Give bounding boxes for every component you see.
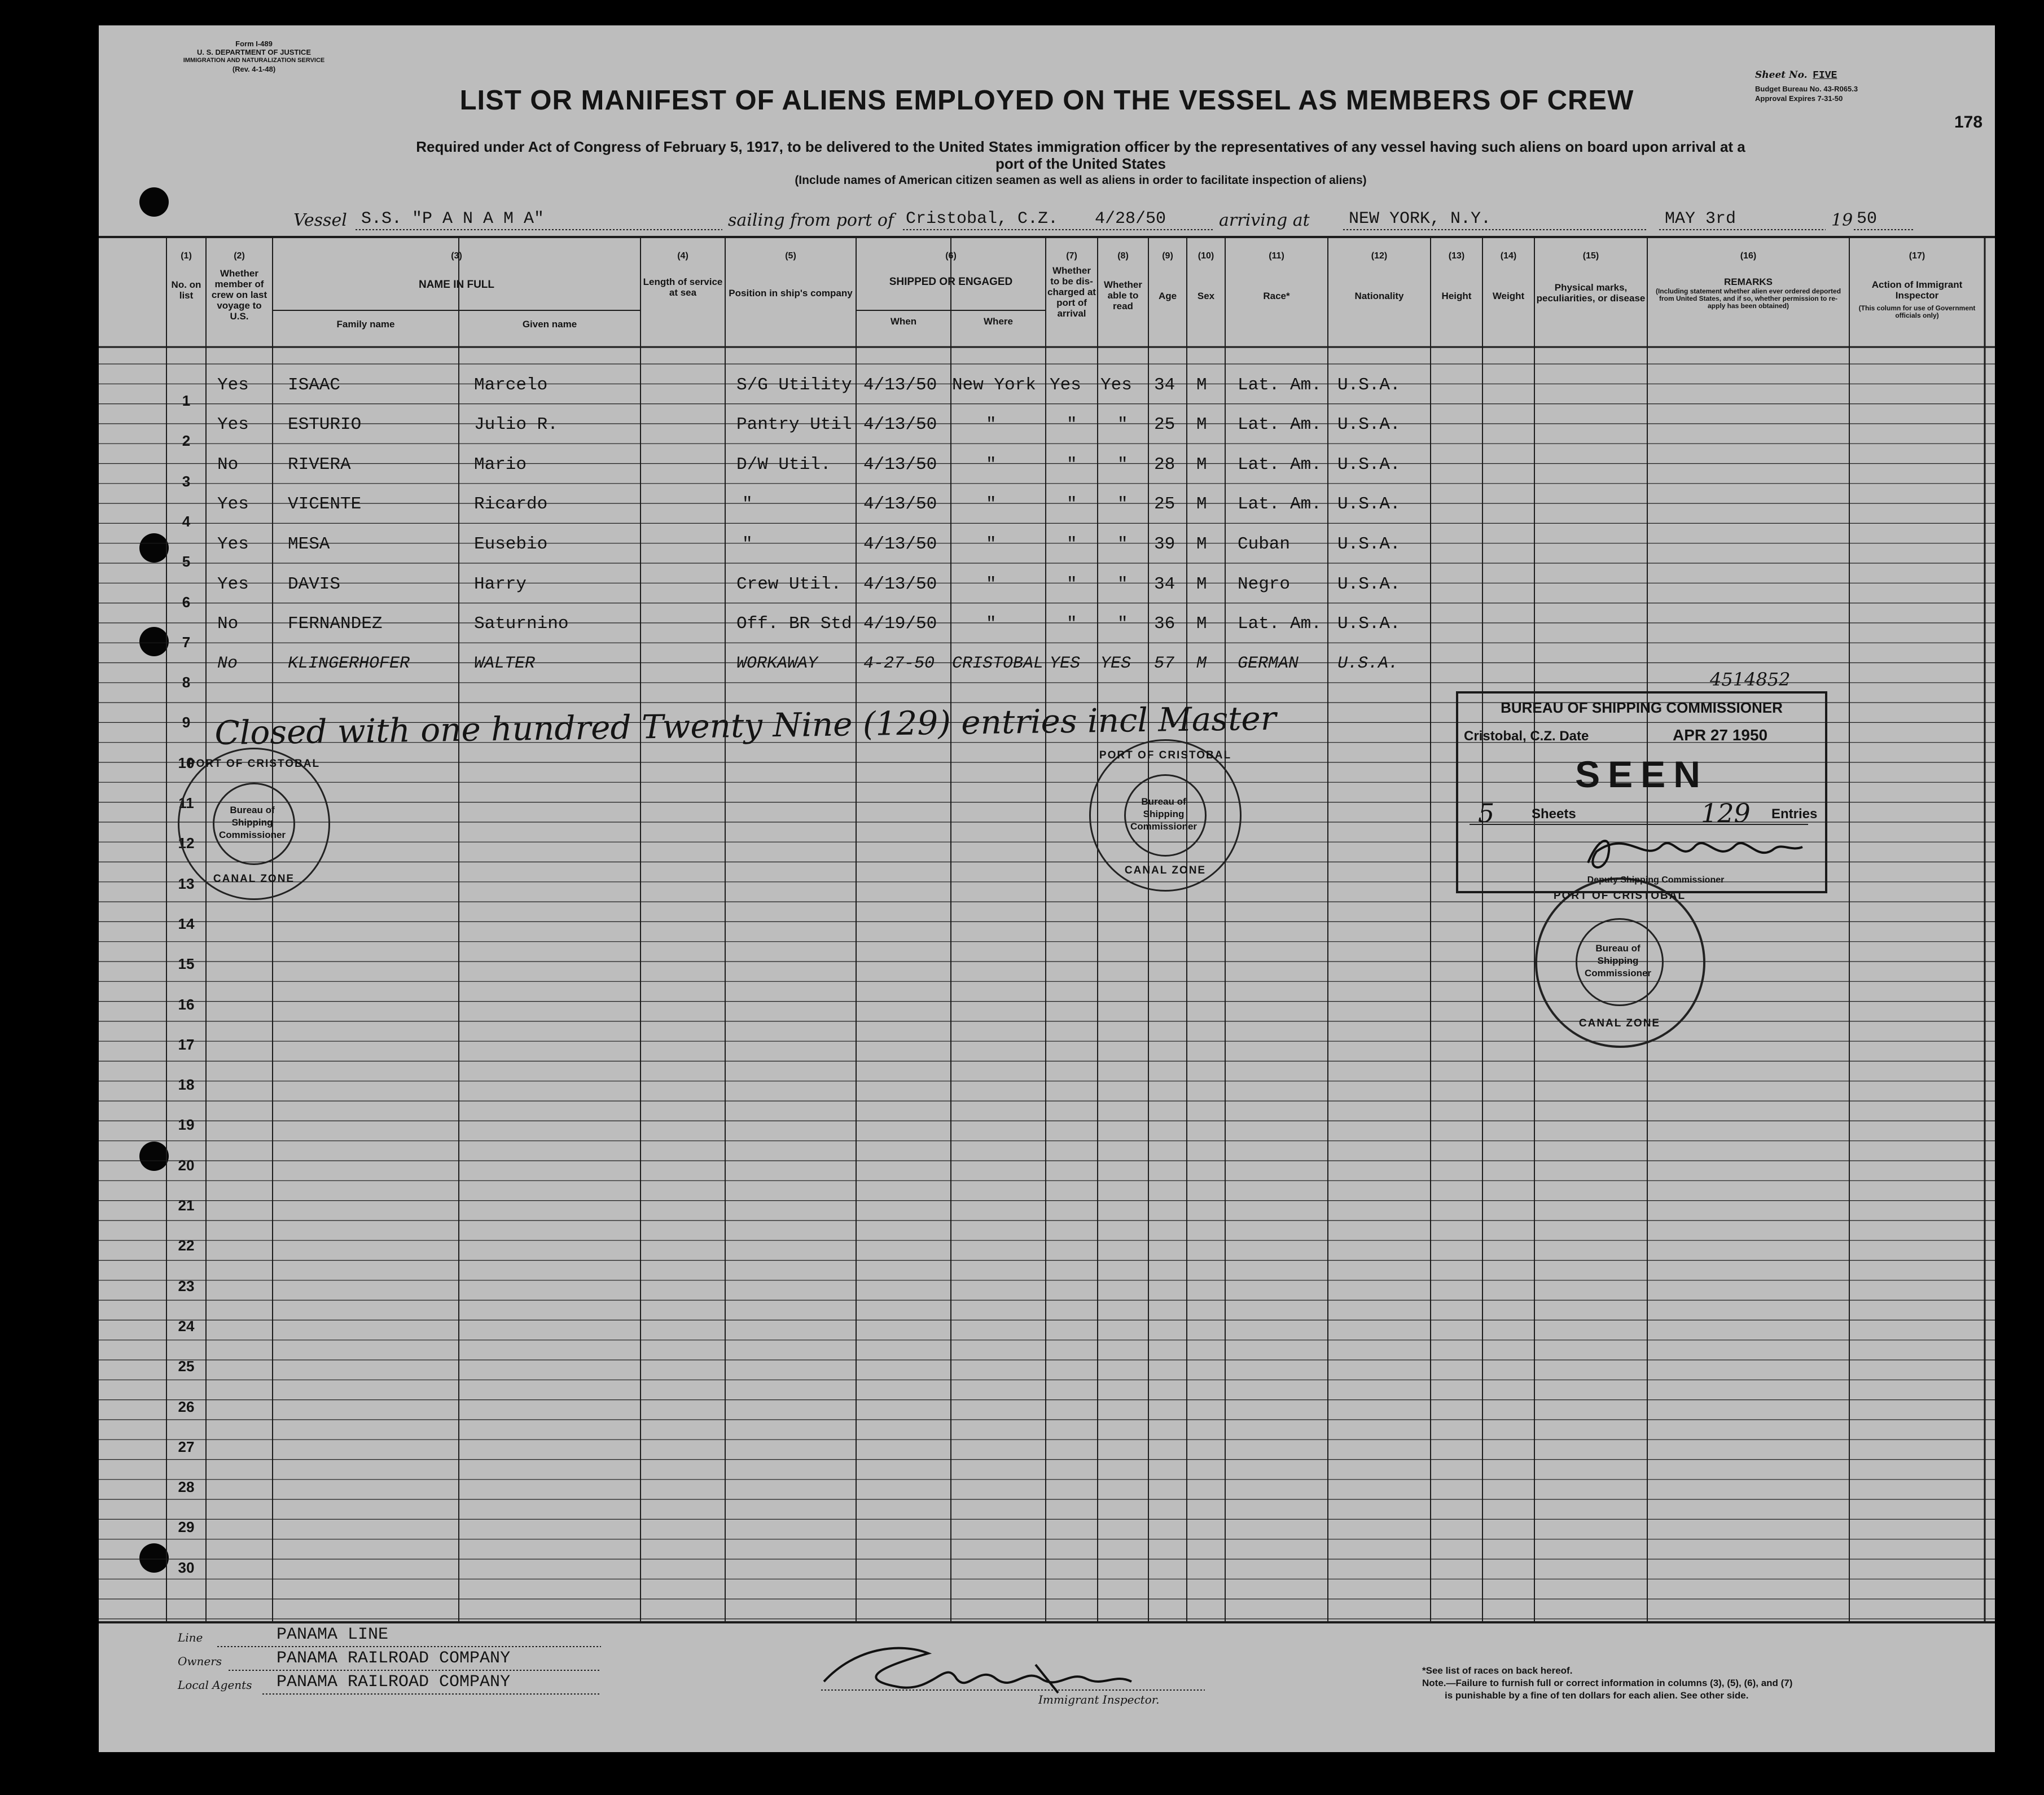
col-11-number: (11) — [1269, 251, 1284, 261]
col-header-given-name: Given name — [522, 319, 577, 330]
row-number: 26 — [178, 1398, 195, 1415]
arriving-label: arriving at — [1219, 210, 1310, 230]
cell-where: " — [986, 574, 997, 594]
seal-center-line: Bureau of — [1141, 796, 1186, 807]
cell-age: 25 — [1154, 494, 1175, 514]
col-2-number: (2) — [234, 251, 245, 261]
col-12-number: (12) — [1371, 251, 1388, 261]
seal-top-text: PORT OF CRISTOBAL — [1553, 890, 1686, 902]
cell-position: " — [742, 494, 753, 514]
cell-last-voyage: Yes — [217, 534, 249, 554]
commissioner-stamp — [1456, 691, 1827, 893]
subtitle-line-1: Required under Act of Congress of February 5, 1917, to be delivered to the United States immigration officer by the representatives of any vessel having such aliens on board upon arrival at a — [416, 138, 1745, 155]
seal-center-text — [1124, 796, 1203, 833]
page-title: LIST OR MANIFEST OF ALIENS EMPLOYED ON THE VESSEL AS MEMBERS OF CREW — [459, 85, 1634, 116]
approval-expiry: Approval Expires 7-31-50 — [1755, 94, 1843, 103]
cell-nationality: U.S.A. — [1337, 415, 1401, 435]
row-number: 2 — [182, 432, 191, 450]
row-number: 21 — [178, 1197, 195, 1214]
col-header-physical-marks: Physical marks, peculiarities, or disease — [1536, 282, 1646, 304]
cell-sex: M — [1196, 375, 1207, 395]
cell-family-name: FERNANDEZ — [288, 614, 383, 634]
cell-age: 57 — [1154, 654, 1175, 673]
row-number: 7 — [182, 633, 191, 651]
seal-center-line: Shipping — [1597, 955, 1639, 966]
cell-given-name: Ricardo — [474, 494, 548, 514]
col-header-discharged: Whether to be dis-charged at port of arrival — [1047, 265, 1096, 319]
cell-sex: M — [1196, 534, 1207, 554]
row-number: 4 — [182, 512, 191, 530]
cell-where: " — [986, 494, 997, 514]
note-penalty: Note.—Failure to furnish full or correct information in columns (3), (5), (6), and (7) — [1422, 1678, 1793, 1688]
col-9-number: (9) — [1162, 251, 1173, 261]
cell-nationality: U.S.A. — [1337, 574, 1401, 594]
subtitle-line-2: port of the United States — [995, 155, 1166, 172]
note-races: *See list of races on back hereof. — [1422, 1665, 1573, 1676]
arrival-port: NEW YORK, N.Y. — [1349, 209, 1492, 229]
year-prefix: 19 — [1831, 210, 1853, 230]
seal-center-text — [1576, 942, 1660, 980]
seal-top-text: PORT OF CRISTOBAL — [187, 758, 321, 770]
seal-center-line: Commissioner — [1584, 968, 1652, 978]
col-3-number: (3) — [451, 251, 462, 261]
sailing-label: sailing from port of — [728, 210, 894, 230]
cell-able-read: " — [1117, 455, 1128, 475]
cell-able-read: " — [1117, 534, 1128, 554]
col-header-height: Height — [1441, 291, 1472, 301]
col-header-name: NAME IN FULL — [418, 279, 495, 291]
row-number: 3 — [182, 472, 191, 490]
row-number: 19 — [178, 1116, 195, 1134]
col-header-sex: Sex — [1197, 291, 1215, 301]
footer — [99, 1625, 1995, 1752]
cell-given-name: WALTER — [474, 654, 536, 673]
col-4-number: (4) — [677, 251, 688, 261]
row-number: 15 — [178, 955, 195, 973]
row-number: 20 — [178, 1156, 195, 1174]
cell-last-voyage: No — [217, 614, 239, 634]
col-8-number: (8) — [1117, 251, 1129, 261]
cell-nationality: U.S.A. — [1337, 375, 1401, 395]
cell-race: Lat. Am. — [1238, 614, 1322, 634]
cell-last-voyage: Yes — [217, 415, 249, 435]
seal-center-line: Bureau of — [230, 805, 275, 815]
arrival-date: MAY 3rd — [1665, 209, 1736, 229]
cell-sex: M — [1196, 455, 1207, 475]
cell-able-read: " — [1117, 574, 1128, 594]
row-number: 23 — [178, 1277, 195, 1294]
cell-where: " — [986, 455, 997, 475]
cell-race: Cuban — [1238, 534, 1291, 554]
cell-when: 4-27-50 — [863, 654, 935, 673]
seal-top-text: PORT OF CRISTOBAL — [1099, 749, 1232, 761]
col-13-number: (13) — [1448, 251, 1465, 261]
row-number: 29 — [178, 1518, 195, 1536]
col-header-last-voyage: Whether member of crew on last voyage to U.S. — [211, 268, 267, 322]
note-penalty-cont: is punishable by a fine of ten dollars for each alien. See other side. — [1445, 1690, 1749, 1701]
row-number: 13 — [178, 875, 195, 892]
cell-race: Lat. Am. — [1238, 494, 1322, 514]
cell-where: " — [986, 415, 997, 435]
inspector-label: Immigrant Inspector. — [1038, 1693, 1160, 1706]
cell-position: Crew Util. — [736, 574, 842, 594]
seal-bottom-text: CANAL ZONE — [1124, 864, 1207, 876]
cell-position: " — [742, 534, 753, 554]
col-header-action: Action of Immigrant Inspector — [1871, 279, 1963, 301]
cell-age: 34 — [1154, 375, 1175, 395]
row-number: 12 — [178, 835, 195, 852]
footer-notes — [1422, 1665, 1792, 1702]
stamp-sheets-label: Sheets — [1532, 806, 1576, 822]
port-cristobal-seal — [1089, 739, 1242, 892]
col-header-remarks: REMARKS — [1724, 277, 1773, 287]
cell-position: Off. BR Std — [736, 614, 852, 634]
row-number: 17 — [178, 1035, 195, 1053]
seal-center-line: Bureau of — [1595, 943, 1641, 954]
cell-discharged: " — [1067, 415, 1077, 435]
sheet-label: Sheet No. — [1755, 69, 1808, 81]
col-header-when: When — [890, 316, 917, 327]
cell-when: 4/13/50 — [863, 375, 937, 395]
cell-race: GERMAN — [1238, 654, 1299, 673]
subtitle-line-3: (Include names of American citizen seamen as well as aliens in order to facilitate inspection of aliens) — [795, 174, 1367, 187]
col-16-number: (16) — [1740, 251, 1757, 261]
stamp-entries-value: 129 — [1701, 798, 1751, 828]
agents-label: Local Agents — [178, 1678, 252, 1692]
col-header-race: Race* — [1263, 291, 1290, 301]
vessel-name: S.S. "P A N A M A" — [361, 209, 545, 229]
cell-when: 4/19/50 — [863, 614, 937, 634]
row-number: 8 — [182, 674, 191, 691]
cell-given-name: Mario — [474, 455, 527, 475]
page-number-stamp: 178 — [1954, 113, 1983, 131]
cell-discharged: " — [1067, 614, 1077, 634]
cell-age: 36 — [1154, 614, 1175, 634]
cell-discharged: " — [1067, 455, 1077, 475]
cell-discharged: " — [1067, 494, 1077, 514]
row-number: 30 — [178, 1559, 195, 1576]
cell-given-name: Marcelo — [474, 375, 548, 395]
owners-value: PANAMA RAILROAD COMPANY — [277, 1649, 511, 1668]
cell-family-name: ISAAC — [288, 375, 341, 395]
cell-position: WORKAWAY — [736, 654, 818, 673]
cell-nationality: U.S.A. — [1337, 455, 1401, 475]
manifest-sheet — [99, 25, 1995, 1752]
col-6-number: (6) — [945, 251, 957, 261]
stamp-entries-label: Entries — [1771, 806, 1818, 822]
col-header-family-name: Family name — [336, 319, 395, 330]
col-header-able-read: Whether able to read — [1104, 279, 1142, 311]
cell-race: Lat. Am. — [1238, 455, 1322, 475]
row-number: 27 — [178, 1438, 195, 1455]
port-cristobal-seal — [178, 748, 330, 900]
cell-able-read: Yes — [1100, 375, 1132, 395]
cell-discharged: Yes — [1050, 375, 1081, 395]
cell-last-voyage: No — [217, 455, 239, 475]
department: U. S. DEPARTMENT OF JUSTICE — [197, 48, 311, 56]
col-10-number: (10) — [1198, 251, 1214, 261]
seal-center-text — [213, 804, 292, 841]
cell-able-read: " — [1117, 494, 1128, 514]
closing-note: Closed with one hundred Twenty Nine (129) entries incl Master — [214, 699, 1277, 752]
col-1-number: (1) — [181, 251, 192, 261]
cell-age: 34 — [1154, 574, 1175, 594]
cell-last-voyage: Yes — [217, 494, 249, 514]
col-header-shipped: SHIPPED OR ENGAGED — [889, 276, 1013, 288]
col-17-number: (17) — [1909, 251, 1925, 261]
row-number: 25 — [178, 1358, 195, 1375]
cell-age: 28 — [1154, 455, 1175, 475]
year-suffix: 50 — [1857, 209, 1878, 229]
stamp-sheets-value: 5 — [1478, 798, 1495, 828]
seal-bottom-text: CANAL ZONE — [1578, 1017, 1661, 1029]
cell-when: 4/13/50 — [863, 534, 937, 554]
cell-when: 4/13/50 — [863, 415, 937, 435]
col-7-number: (7) — [1066, 251, 1077, 261]
row-number: 10 — [178, 754, 195, 771]
col-header-position: Position in ship's company — [729, 288, 853, 299]
departure-port: Cristobal, C.Z. — [906, 209, 1059, 229]
cell-nationality: U.S.A. — [1337, 614, 1401, 634]
seal-bottom-text: CANAL ZONE — [213, 873, 295, 885]
stamp-seen: SEEN — [1575, 753, 1708, 795]
row-number: 22 — [178, 1237, 195, 1254]
col-5-number: (5) — [785, 251, 796, 261]
col-header-action-note: (This column for use of Government officials only) — [1858, 304, 1976, 319]
cell-sex: M — [1196, 614, 1207, 634]
port-cristobal-seal — [1535, 877, 1704, 1047]
row-number: 28 — [178, 1478, 195, 1496]
cell-nationality: U.S.A. — [1337, 494, 1401, 514]
col-15-number: (15) — [1582, 251, 1599, 261]
row-number: 16 — [178, 995, 195, 1013]
cell-last-voyage: No — [217, 654, 238, 673]
col-header-length-service: Length of service at sea — [643, 277, 723, 298]
revision: (Rev. 4-1-48) — [232, 65, 276, 73]
cell-sex: M — [1196, 574, 1207, 594]
cell-family-name: ESTURIO — [288, 415, 362, 435]
stamp-fill-lines — [1458, 694, 1825, 891]
line-value: PANAMA LINE — [277, 1625, 389, 1644]
row-number: 18 — [178, 1076, 195, 1094]
cell-race: Lat. Am. — [1238, 375, 1322, 395]
cell-age: 39 — [1154, 534, 1175, 554]
owners-label: Owners — [178, 1654, 222, 1668]
form-number: Form I-489 — [235, 40, 273, 48]
row-number: 24 — [178, 1317, 195, 1335]
row-number: 1 — [182, 392, 191, 409]
line-label: Line — [178, 1631, 203, 1644]
cell-given-name: Saturnino — [474, 614, 569, 634]
row-number: 11 — [178, 795, 194, 811]
cell-family-name: VICENTE — [288, 494, 362, 514]
cell-race: Negro — [1238, 574, 1291, 594]
cell-family-name: DAVIS — [288, 574, 341, 594]
cell-position: D/W Util. — [736, 455, 831, 475]
col-header-nationality: Nationality — [1354, 291, 1404, 301]
cell-where: " — [986, 534, 997, 554]
row-number: 14 — [178, 915, 195, 932]
departure-date: 4/28/50 — [1095, 209, 1166, 229]
cell-able-read: " — [1117, 614, 1128, 634]
cell-when: 4/13/50 — [863, 574, 937, 594]
col-header-remarks-note: (Including statement whether alien ever ordered deported from United States, and if so, whether permission to re-apply has been obtained) — [1655, 287, 1841, 310]
cell-discharged: " — [1067, 534, 1077, 554]
cell-nationality: U.S.A. — [1337, 534, 1401, 554]
cell-able-read: YES — [1100, 654, 1131, 673]
cell-position: S/G Utility — [736, 375, 852, 395]
row-number: 5 — [182, 553, 191, 570]
cell-given-name: Julio R. — [474, 415, 558, 435]
seal-center-line: Shipping — [231, 817, 273, 828]
col-header-age: Age — [1158, 291, 1177, 301]
budget-bureau: Budget Bureau No. 43-R065.3 — [1755, 85, 1858, 93]
cell-discharged: YES — [1050, 654, 1081, 673]
row-number: 6 — [182, 593, 191, 611]
seal-center-line: Commissioner — [1130, 821, 1198, 832]
reference-number: 4514852 — [1710, 669, 1791, 690]
vessel-label: Vessel — [293, 210, 347, 230]
cell-family-name: RIVERA — [288, 455, 351, 475]
agents-value: PANAMA RAILROAD COMPANY — [277, 1673, 511, 1692]
cell-age: 25 — [1154, 415, 1175, 435]
seal-center-line: Shipping — [1143, 809, 1185, 819]
cell-position: Pantry Util — [736, 415, 852, 435]
col-header-no: No. on list — [171, 279, 201, 301]
cell-able-read: " — [1117, 415, 1128, 435]
cell-where: " — [986, 614, 997, 634]
stamp-location: Cristobal, C.Z. Date — [1464, 728, 1589, 744]
stamp-date: APR 27 1950 — [1673, 726, 1768, 744]
col-header-weight: Weight — [1492, 291, 1525, 301]
cell-family-name: KLINGERHOFER — [288, 654, 410, 673]
cell-given-name: Eusebio — [474, 534, 548, 554]
cell-sex: M — [1196, 494, 1207, 514]
cell-where: New York — [952, 375, 1036, 395]
col-header-where: Where — [984, 316, 1013, 327]
service: IMMIGRATION AND NATURALIZATION SERVICE — [183, 57, 325, 64]
cell-discharged: " — [1067, 574, 1077, 594]
cell-sex: M — [1196, 415, 1207, 435]
stamp-title: BUREAU OF SHIPPING COMMISSIONER — [1501, 699, 1783, 716]
cell-family-name: MESA — [288, 534, 330, 554]
cell-nationality: U.S.A. — [1337, 654, 1399, 673]
cell-given-name: Harry — [474, 574, 527, 594]
cell-race: Lat. Am. — [1238, 415, 1322, 435]
cell-last-voyage: Yes — [217, 574, 249, 594]
row-number: 9 — [182, 714, 191, 731]
cell-when: 4/13/50 — [863, 494, 937, 514]
seal-center-line: Commissioner — [218, 830, 286, 840]
cell-when: 4/13/50 — [863, 455, 937, 475]
sheet-number: FIVE — [1813, 70, 1837, 81]
stamp-role: Deputy Shipping Commissioner — [1587, 875, 1725, 885]
cell-where: CRISTOBAL — [952, 654, 1044, 673]
cell-sex: M — [1196, 654, 1207, 673]
col-14-number: (14) — [1500, 251, 1517, 261]
cell-last-voyage: Yes — [217, 375, 249, 395]
